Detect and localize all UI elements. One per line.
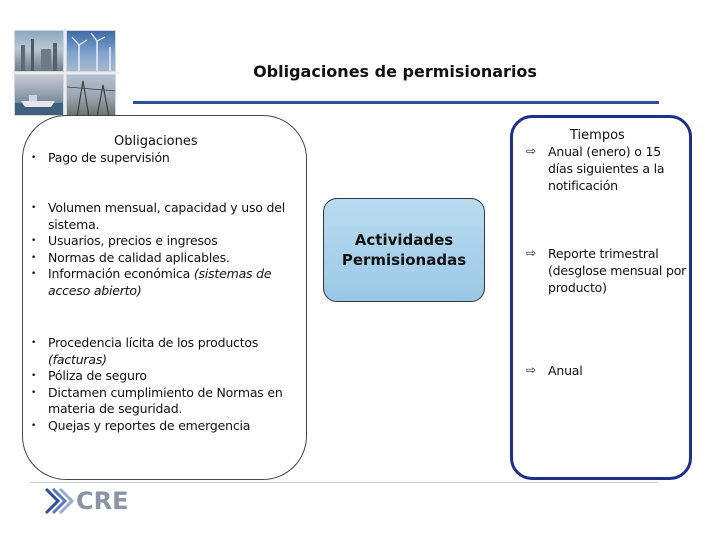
list-item [526, 143, 688, 194]
timing-heading: Tiempos [570, 128, 625, 143]
list-item-text: Quejas y reportes de emergencia [48, 417, 251, 433]
list-item-text: Póliza de seguro [48, 368, 147, 383]
list-item [28, 233, 300, 250]
obligations-heading: Obligaciones [114, 134, 198, 149]
cre-logo [44, 486, 129, 516]
cre-logo-icon [44, 487, 74, 515]
list-item [28, 266, 300, 299]
list-item [28, 250, 300, 267]
bullet-icon: • [31, 203, 37, 213]
list-item-text: Volumen mensual, capacidad y uso del sistema. [48, 200, 285, 232]
outline-right-arrow-icon: ⇨ [526, 144, 536, 158]
list-item-text: Pago de supervisión [48, 150, 170, 165]
list-item-text: Información económica [48, 266, 194, 281]
bullet-icon: • [31, 371, 37, 381]
logo-wordmark: CRE [76, 487, 129, 515]
list-item [28, 200, 300, 233]
wind-turbines-photo [66, 30, 116, 72]
timing-text: Anual (enero) o 15 días siguientes a la notificación [548, 144, 665, 193]
title-underline [133, 101, 659, 104]
bullet-icon: • [31, 338, 37, 348]
obligations-list-reports [28, 200, 300, 299]
tanker-ship-photo [14, 74, 64, 116]
timing-text: Anual [548, 363, 583, 378]
list-item-note: (sistemas de acceso abierto) [48, 266, 272, 298]
collage-divider [64, 28, 66, 120]
bullet-icon: • [31, 269, 37, 279]
permitted-activities-label: Actividades Permisionadas [341, 231, 467, 269]
list-item-note: (facturas) [48, 351, 107, 367]
list-item [526, 245, 688, 296]
bullet-icon: • [31, 236, 37, 246]
outline-right-arrow-icon: ⇨ [526, 246, 536, 260]
industrial-plant-photo [14, 30, 64, 72]
timing-list [526, 143, 688, 194]
header-photo-collage [14, 30, 118, 118]
list-item [28, 418, 300, 435]
obligations-list-payment [28, 150, 300, 167]
bullet-icon: • [31, 420, 37, 431]
bullet-icon: • [31, 387, 37, 398]
list-item [28, 368, 300, 385]
power-lines-photo [66, 74, 116, 116]
outline-right-arrow-icon: ⇨ [526, 363, 536, 377]
list-item-text: Normas de calidad aplicables. [48, 249, 230, 265]
list-item [526, 362, 688, 379]
obligations-list-compliance [28, 335, 300, 434]
collage-divider [12, 72, 120, 74]
list-item [28, 150, 300, 167]
list-item [28, 335, 300, 368]
bullet-icon: • [31, 153, 37, 163]
page-title: Obligaciones de permisionarios [253, 62, 537, 81]
timing-text: Reporte trimestral (desglose mensual por producto) [548, 246, 687, 295]
bullet-icon: • [31, 252, 37, 263]
footer-divider [30, 482, 658, 483]
timing-list [526, 245, 688, 296]
list-item-text: Dictamen cumplimiento de Normas en materia de seguridad. [48, 384, 283, 416]
timing-list [526, 362, 688, 379]
permitted-activities-box [323, 198, 485, 302]
list-item [28, 385, 300, 418]
list-item-text: Usuarios, precios e ingresos [48, 233, 218, 248]
list-item-text: Procedencia lícita de los productos [48, 335, 259, 350]
